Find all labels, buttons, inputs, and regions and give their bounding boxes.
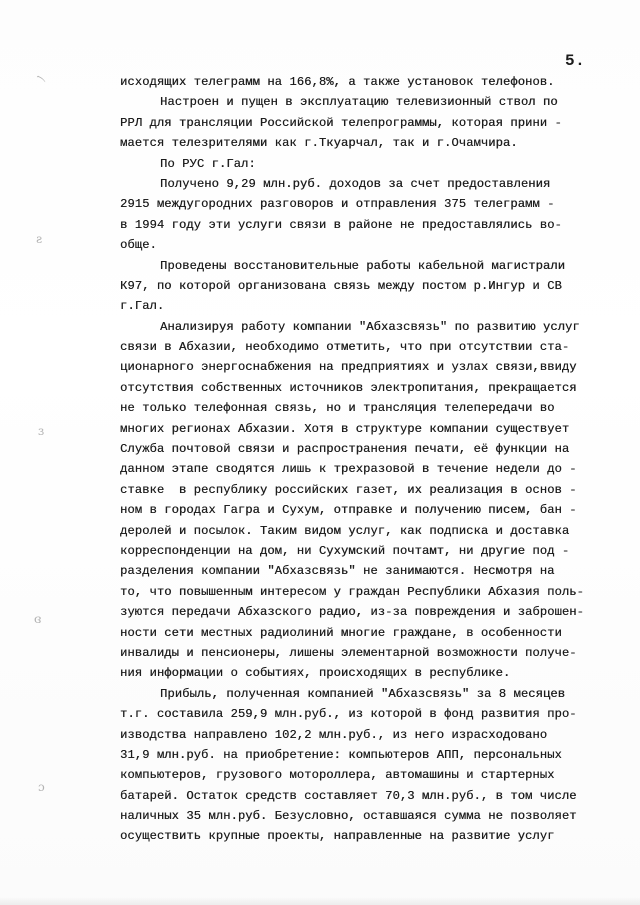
text-line: Служба почтовой связи и распространения печати, её функции на — [120, 442, 570, 457]
text-line: 31,9 млн.руб. на приобретение: компьютеров АПП, персональных — [120, 747, 562, 762]
text-line: ставке в республику российских газет, их реализация в основ - — [120, 482, 577, 497]
text-line: зуются передачи Абхазского радио, из-за повреждения и заброшен- — [120, 605, 584, 620]
text-line: обще. — [120, 238, 157, 253]
text-line: корреспонденции на дом, ни Сухумский почтамт, ни другие под - — [120, 543, 570, 558]
text-line: ционарного энергоснабжения на предприятиях и узлах связи,ввиду — [120, 360, 577, 375]
text-line: то, что повышенным интересом у граждан Республики Абхазия поль- — [120, 584, 584, 599]
text-line: ном в городах Гагра и Сухум, отправке и получению писем, бан - — [120, 503, 577, 518]
text-line: компьютеров, грузового мотороллера, автомашины и стартерных — [120, 768, 555, 783]
text-line: Настроен и пущен в эксплуатацию телевизионный ствол по — [160, 95, 558, 110]
margin-stamp-mark: ﾉ — [34, 74, 49, 83]
text-line: многих регионах Абхазии. Хотя в структуре компании существует — [120, 421, 570, 436]
text-line: ности сети местных радиолиний многие граждане, в особенности — [120, 625, 562, 640]
margin-stamp-mark: ɞ — [34, 612, 42, 626]
text-line: отсутствия собственных источников электропитания, прекращается — [120, 380, 577, 395]
page-bottom-edge — [0, 897, 640, 905]
text-line: Анализируя работу компании "Абхазсвязь" по развитию услуг — [160, 319, 580, 334]
text-line: в 1994 году эти услуги связи в районе не предоставлялись во- — [120, 217, 562, 232]
margin-stamp-mark: ɔ — [38, 780, 45, 794]
text-line: т.г. составила 259,9 млн.руб., из которой в фонд развития про- — [120, 707, 577, 722]
text-line: связи в Абхазии, необходимо отметить, что при отсутствии ста- — [120, 340, 570, 355]
text-line: Проведены восстановительные работы кабельной магистрали — [160, 258, 566, 273]
text-line: наличных 35 млн.руб. Безусловно, оставшаяся сумма не позволяет — [120, 809, 577, 824]
text-line: инвалиды и пенсионеры, лишены элементарной возможности получе- — [120, 645, 577, 660]
text-line: 2915 междугородних разговоров и отправления 375 телеграмм - — [120, 197, 555, 212]
text-line: изводства направлено 102,2 млн.руб., из него израсходовано — [120, 727, 548, 742]
text-line: К97, по которой организована связь между постом р.Ингур и СВ — [120, 278, 562, 293]
page-number: 5. — [565, 52, 586, 70]
body-text — [120, 72, 600, 847]
text-line: г.Гал. — [120, 299, 165, 314]
text-line: осуществить крупные проекты, направленные на развитие услуг — [120, 829, 555, 844]
text-line: батарей. Остаток средств составляет 70,3 млн.руб., в том числе — [120, 788, 577, 803]
text-line: По РУС г.Гал: — [160, 156, 256, 171]
text-line: данном этапе сводятся лишь к трехразовой в течение недели до - — [120, 462, 577, 477]
text-line: Получено 9,29 млн.руб. доходов за счет предоставления — [160, 176, 551, 191]
text-line: разделения компании "Абхазсвязь" не занимаются. Несмотря на — [120, 564, 555, 579]
text-line: деролей и посылок. Таким видом услуг, как подписка и доставка — [120, 523, 570, 538]
text-line: РРЛ для трансляции Российской телепрограммы, которая прини - — [120, 115, 562, 130]
margin-stamp-mark: ɜ — [38, 424, 45, 438]
text-line: не только телефонная связь, но и трансляция телепередачи во — [120, 401, 555, 416]
text-line: мается телезрителями как г.Ткуарчал, так и г.Очамчира. — [120, 136, 518, 151]
text-line: Прибыль, полученная компанией "Абхазсвязь" за 8 месяцев — [160, 686, 566, 701]
margin-stamp-mark: ƨ — [36, 232, 43, 246]
text-line: ния информации о событиях, происходящих в республике. — [120, 666, 511, 681]
text-line: исходящих телеграмм на 166,8%, а также установок телефонов. — [120, 75, 555, 89]
